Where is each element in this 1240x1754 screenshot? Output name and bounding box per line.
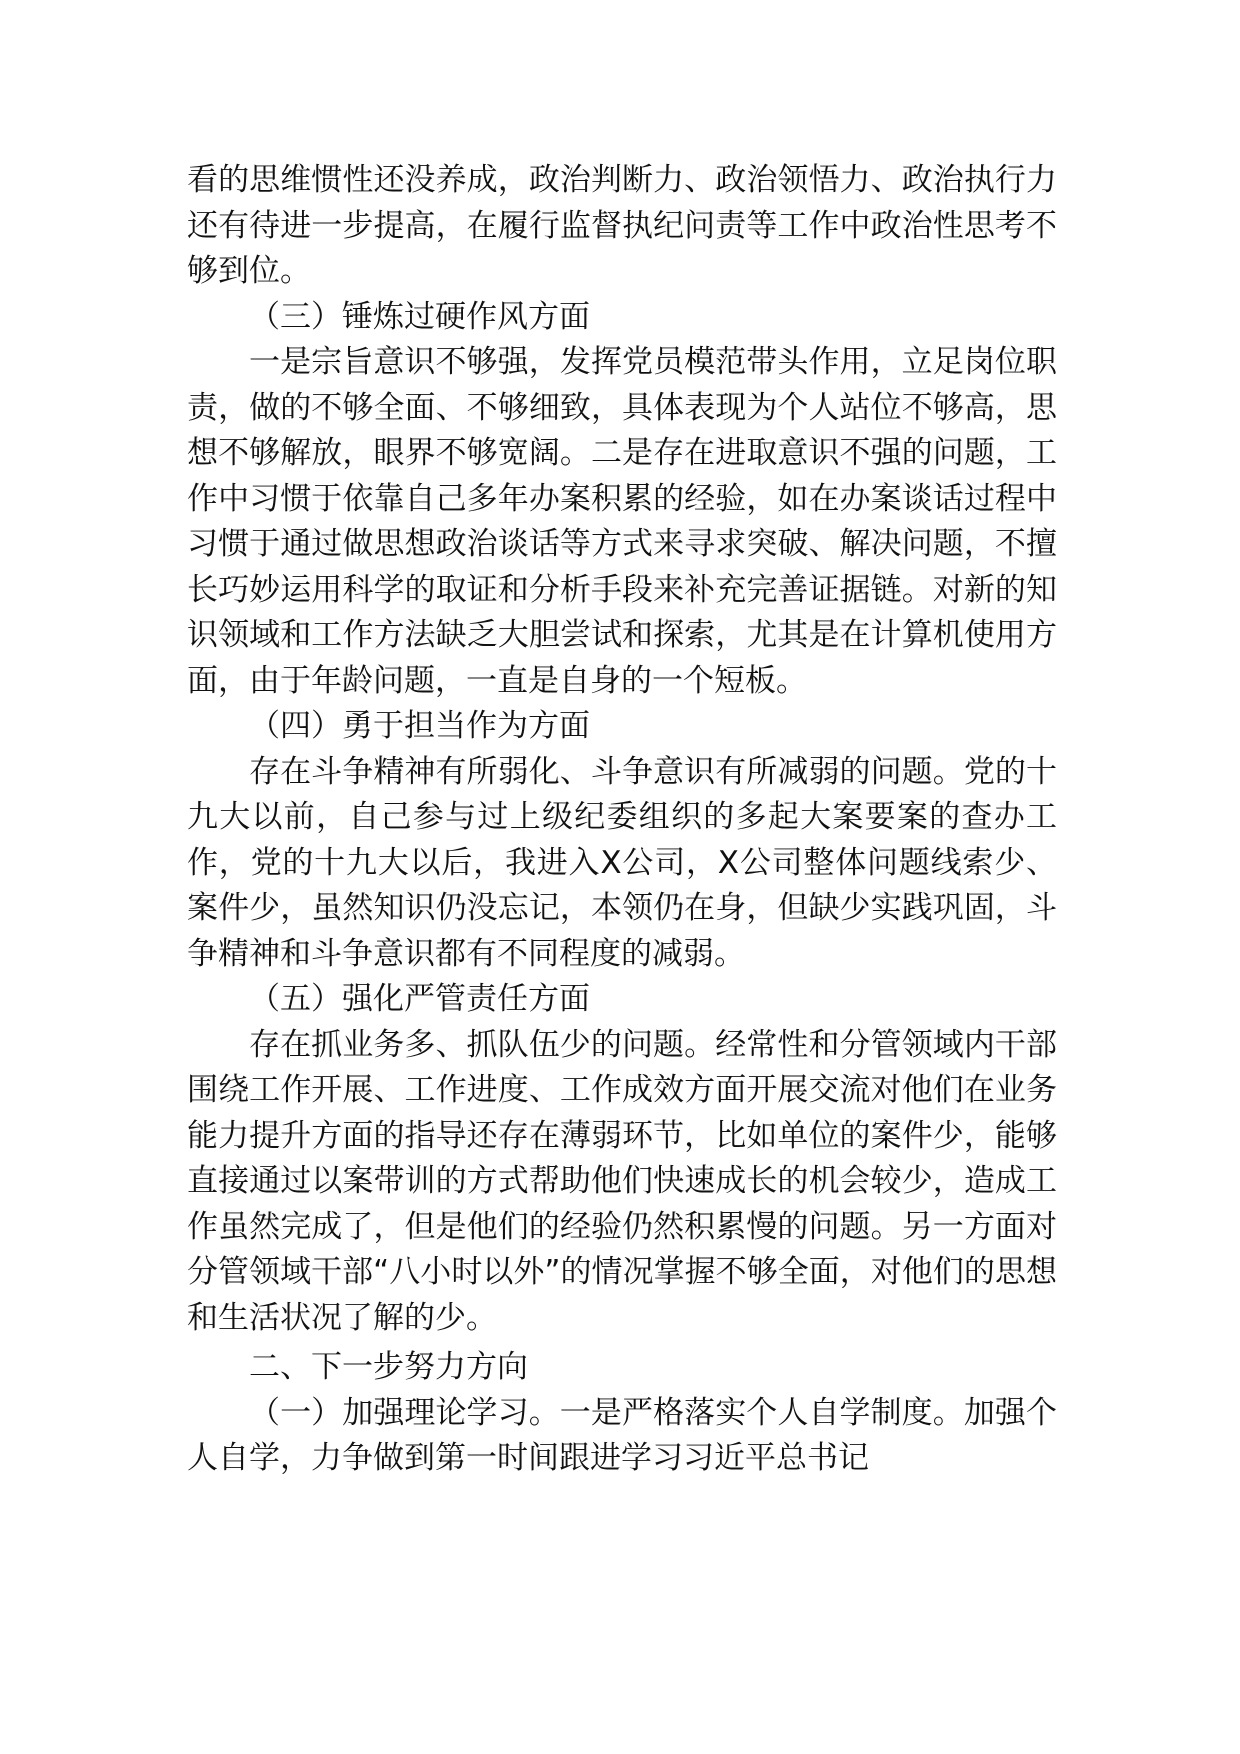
- continuation-paragraph: 看的思维惯性还没养成，政治判断力、政治领悟力、政治执行力还有待进一步提高，在履行监督执纪问责等工作中政治性思考不够到位。: [187, 162, 1057, 289]
- paragraph-dandang: 存在斗争精神有所弱化、斗争意识有所减弱的问题。党的十九大以前，自己参与过上级纪委组织的多起大案要案的查办工作，党的十九大以后，我进入X公司，X公司整体问题线索少、案件少，虽然知识仍没忘记，本领仍在身，但缺少实践巩固，斗争精神和斗争意识都有不同程度的减弱。: [187, 753, 1057, 972]
- paragraph-zuofeng: 一是宗旨意识不够强，发挥党员模范带头作用，立足岗位职责，做的不够全面、不够细致，具体表现为个人站位不够高，思想不够解放，眼界不够宽阔。二是存在进取意识不强的问题，工作中习惯于依靠自己多年办案积累的经验，如在办案谈话过程中习惯于通过做思想政治谈话等方式来寻求突破、解决问题，不擅长巧妙运用科学的取证和分析手段来补充完善证据链。对新的知识领域和工作方法缺乏大胆尝试和探索，尤其是在计算机使用方面，由于年龄问题，一直是自身的一个短板。: [187, 344, 1057, 699]
- section-heading-zuofeng: （三）锤炼过硬作风方面: [249, 298, 590, 335]
- document-body: [187, 158, 1057, 1482]
- section-heading-dandang: （四）勇于担当作为方面: [249, 708, 590, 744]
- section-heading-next-steps: 二、下一步努力方向: [249, 1349, 528, 1385]
- paragraph-yanguan: 存在抓业务多、抓队伍少的问题。经常性和分管领域内干部围绕工作开展、工作进度、工作成效方面开展交流对他们在业务能力提升方面的指导还存在薄弱环节，比如单位的案件少，能够直接通过以案带训的方式帮助他们快速成长的机会较少，造成工作虽然完成了，但是他们的经验仍然积累慢的问题。另一方面对分管领域干部“八小时以外”的情况掌握不够全面，对他们的思想和生活状况了解的少。: [187, 1026, 1057, 1336]
- section-heading-yanguan: （五）强化严管责任方面: [249, 981, 590, 1017]
- paragraph-theory-study: （一）加强理论学习。一是严格落实个人自学制度。加强个人自学，力争做到第一时间跟进学习习近平总书记: [187, 1394, 1057, 1476]
